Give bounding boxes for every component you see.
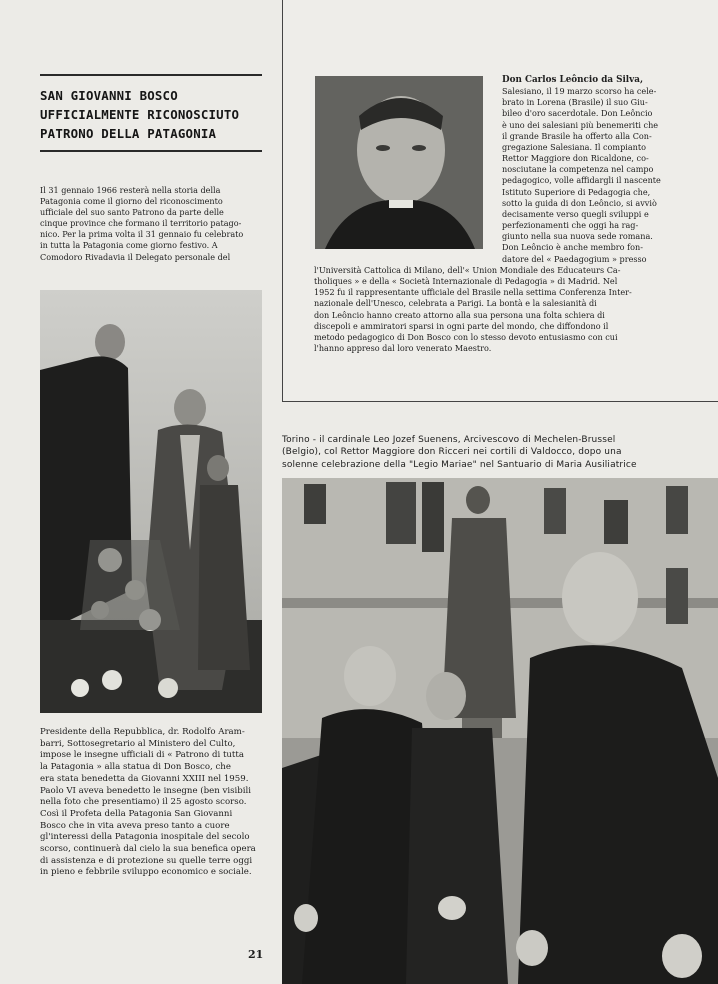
valdocco-courtyard-photo	[282, 478, 718, 984]
article-continuation: Presidente della Repubblica, dr. Rodolfo Aram- barri, Sottosegretario al Ministero del Culto, impose le insegne ufficiali di « Patrono di tutta la Patagonia » alla statua di Don Bosco, che era stata benedetta da Giovanni XXIII nel 1959. Paolo VI aveva benedetto le insegne (ben visibili nella foto che presentiamo) il 25 agosto scorso. Così il Profeta della Patagonia San Giovanni Bosco che in vita aveva preso tanto a cuore gl'interessi della Patagonia inospitale del secolo scorso, continuerà dal cielo la sua benefica opera di assistenza e di protezione su quelle terre oggi in pieno e febbrile sviluppo economico e sociale.	[40, 727, 256, 878]
photo-caption: Torino - il cardinale Leo Jozef Suenens, Arcivescovo di Mechelen-Brussel (Belgio), col Rettor Maggiore don Ricceri nei cortili di Valdocco, dopo una solenne celebrazione della "Legio Mariae" nel Santuario di Maria Ausiliatrice	[282, 435, 637, 470]
portrait-photo	[315, 76, 483, 249]
article-headline: SAN GIOVANNI BOSCO UFFICIALMENTE RICONOSCIUTO PATRONO DELLA PATAGONIA	[40, 88, 240, 141]
bio-name: Don Carlos Leôncio da Silva,	[502, 75, 644, 85]
bio-right-body: Salesiano, il 19 marzo scorso ha cele- brato in Lorena (Brasile) il suo Giu- bileo d'oro sacerdotale. Don Leôncio è uno dei salesiani più benemeriti che il grande Brasile ha offerto alla Con- gregazione Salesiana. Il compianto Rettor Maggiore don Ricaldone, co- nosciutane la competenza nel campo pedagogico, volle affidargli il nascente Istituto Superiore di Pedagogia che, sotto la guida di don Leôncio, si avviò decisamente verso quegli sviluppi e perfezionamenti che oggi ha rag- giunto nella sua nuova sede romana. Don Leôncio è anche membro fon- datore del « Paedagogium » presso	[502, 86, 661, 264]
bio-text-bottom: l'Università Cattolica di Milano, dell'« Union Mondiale des Educateurs Ca- tholiques » e della « Società Internazionale di Pedagogia » di Madrid. Nel 1952 fu il rappresentante ufficiale del Brasile nella settima Conferenza Inter- nazionale dell'Unesco, celebrata a Parigi. La bontà e la salesianità di don Leôncio hanno creato attorno alla sua persona una folta schiera di discepoli e ammiratori sparsi in ogni parte del mondo, che diffondono il metodo pedagogico di Don Bosco con lo stesso devoto entusiasmo con cui l'hanno appreso dal loro venerato Maestro.	[314, 265, 632, 354]
article-intro: Il 31 gennaio 1966 resterà nella storia della Patagonia come il giorno del riconoscimento ufficiale del suo santo Patrono da parte delle cinque province che formano il territorio patago- nico. Per la prima volta il 31 gennaio fu celebrato in tutta la Patagonia come giorno festivo. A Comodoro Rivadavia il Delegato personale del	[40, 185, 244, 262]
headline-bottom-rule	[40, 150, 262, 152]
statue-ceremony-photo	[40, 290, 262, 713]
headline-top-rule	[40, 74, 262, 76]
bio-text-right	[502, 74, 702, 265]
page-number: 21	[248, 948, 264, 961]
